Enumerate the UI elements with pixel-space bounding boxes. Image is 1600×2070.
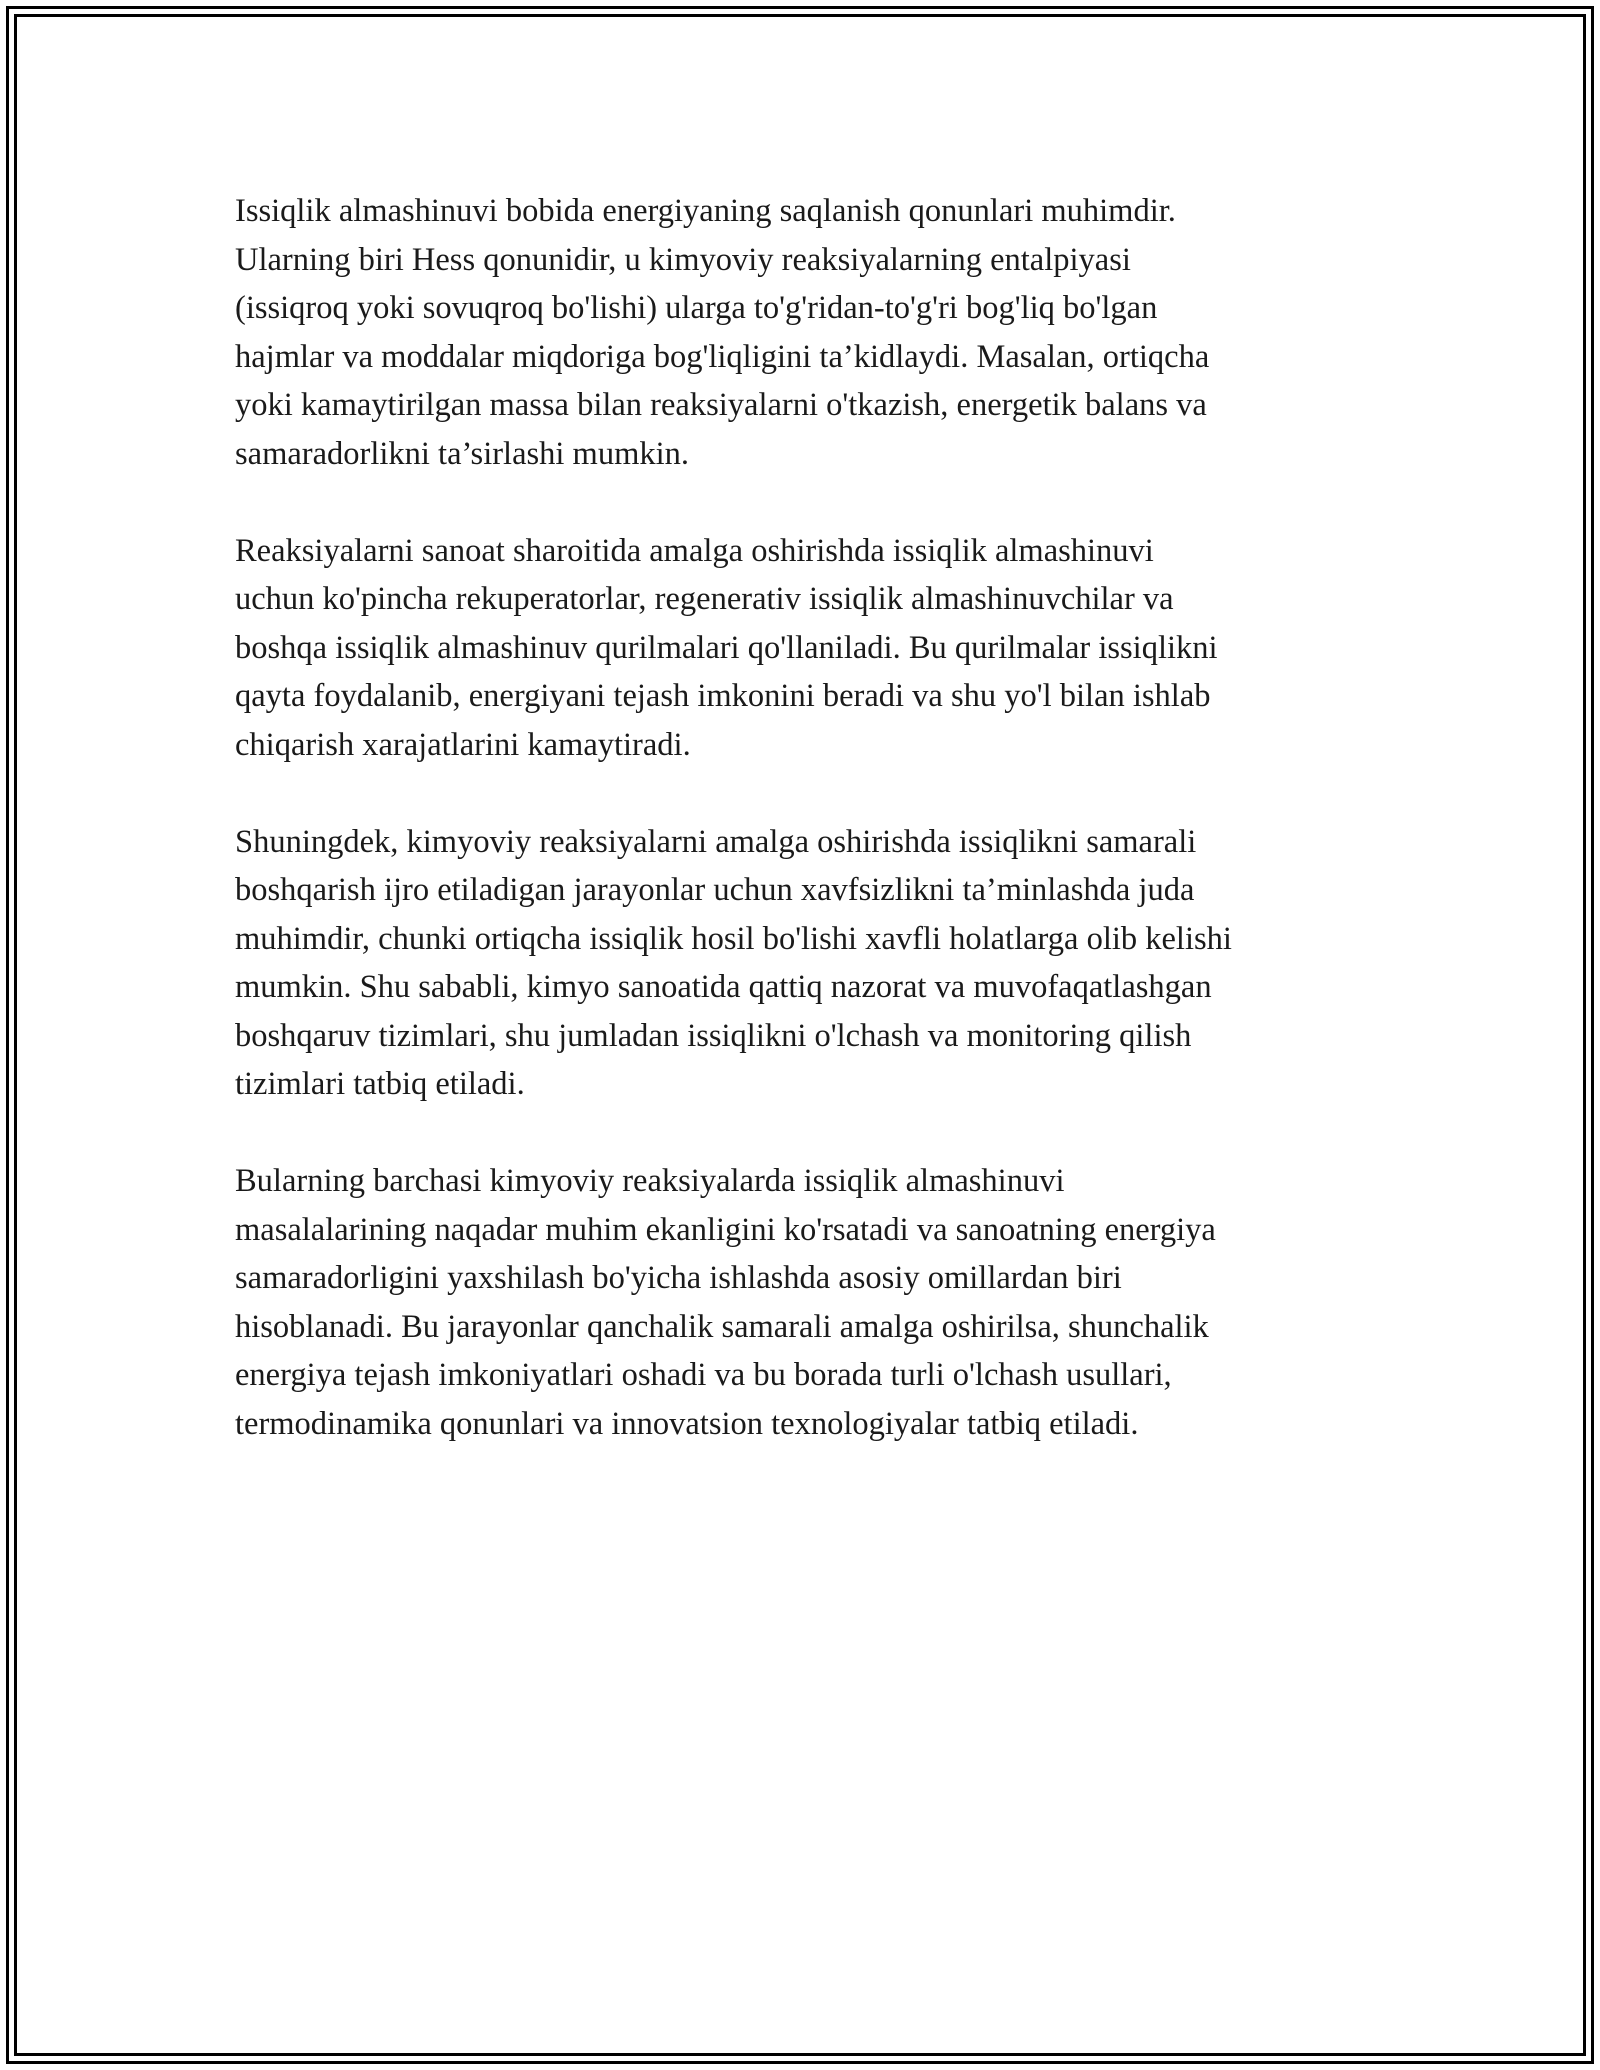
paragraph-conclusion: Bularning barchasi kimyoviy reaksiyalarda issiqlik almashinuvi masalalarining naqadar muhim ekanligini ko'rsatadi va sanoatning energiya samaradorligini yaxshilash bo'yicha ishlashda asosiy omillardan biri hisoblanadi. Bu jarayonlar qanchalik samarali amalga oshirilsa, shunchalik energiya tejash imkoniyatlari oshadi va bu borada turli o'lchash usullari, termodinamika qonunlari va innovatsion texnologiyalar tatbiq etiladi.: [235, 1163, 1216, 1442]
paragraph-industrial-heat-recovery: Reaksiyalarni sanoat sharoitida amalga oshirishda issiqlik almashinuvi uchun ko'pincha rekuperatorlar, regenerativ issiqlik almashinuvchilar va boshqa issiqlik almashinuv qurilmalari qo'llaniladi. Bu qurilmalar issiqlikni qayta foydalanib, energiyani tejash imkonini beradi va shu yo'l bilan ishlab chiqarish xarajatlarini kamaytiradi.: [235, 532, 1218, 763]
document-body: [235, 187, 1385, 1448]
paragraph-safety-control: Shuningdek, kimyoviy reaksiyalarni amalga oshirishda issiqlikni samarali boshqarish ijro etiladigan jarayonlar uchun xavfsizlikni ta’minlashda juda muhimdir, chunki ortiqcha issiqlik hosil bo'lishi xavfli holatlarga olib kelishi mumkin. Shu sababli, kimyo sanoatida qattiq nazorat va muvofaqatlashgan boshqaruv tizimlari, shu jumladan issiqlikni o'lchash va monitoring qilish tizimlari tatbiq etiladi.: [235, 823, 1232, 1102]
paragraph-heat-exchange-hess-law: Issiqlik almashinuvi bobida energiyaning saqlanish qonunlari muhimdir. Ularning biri Hess qonunidir, u kimyoviy reaksiyalarning entalpiyasi (issiqroq yoki sovuqroq bo'lishi) ularga to'g'ridan-to'g'ri bog'liq bo'lgan hajmlar va moddalar miqdoriga bog'liqligini ta’kidlaydi. Masalan, ortiqcha yoki kamaytirilgan massa bilan reaksiyalarni o'tkazish, energetik balans va samaradorlikni ta’sirlashi mumkin.: [235, 193, 1210, 472]
